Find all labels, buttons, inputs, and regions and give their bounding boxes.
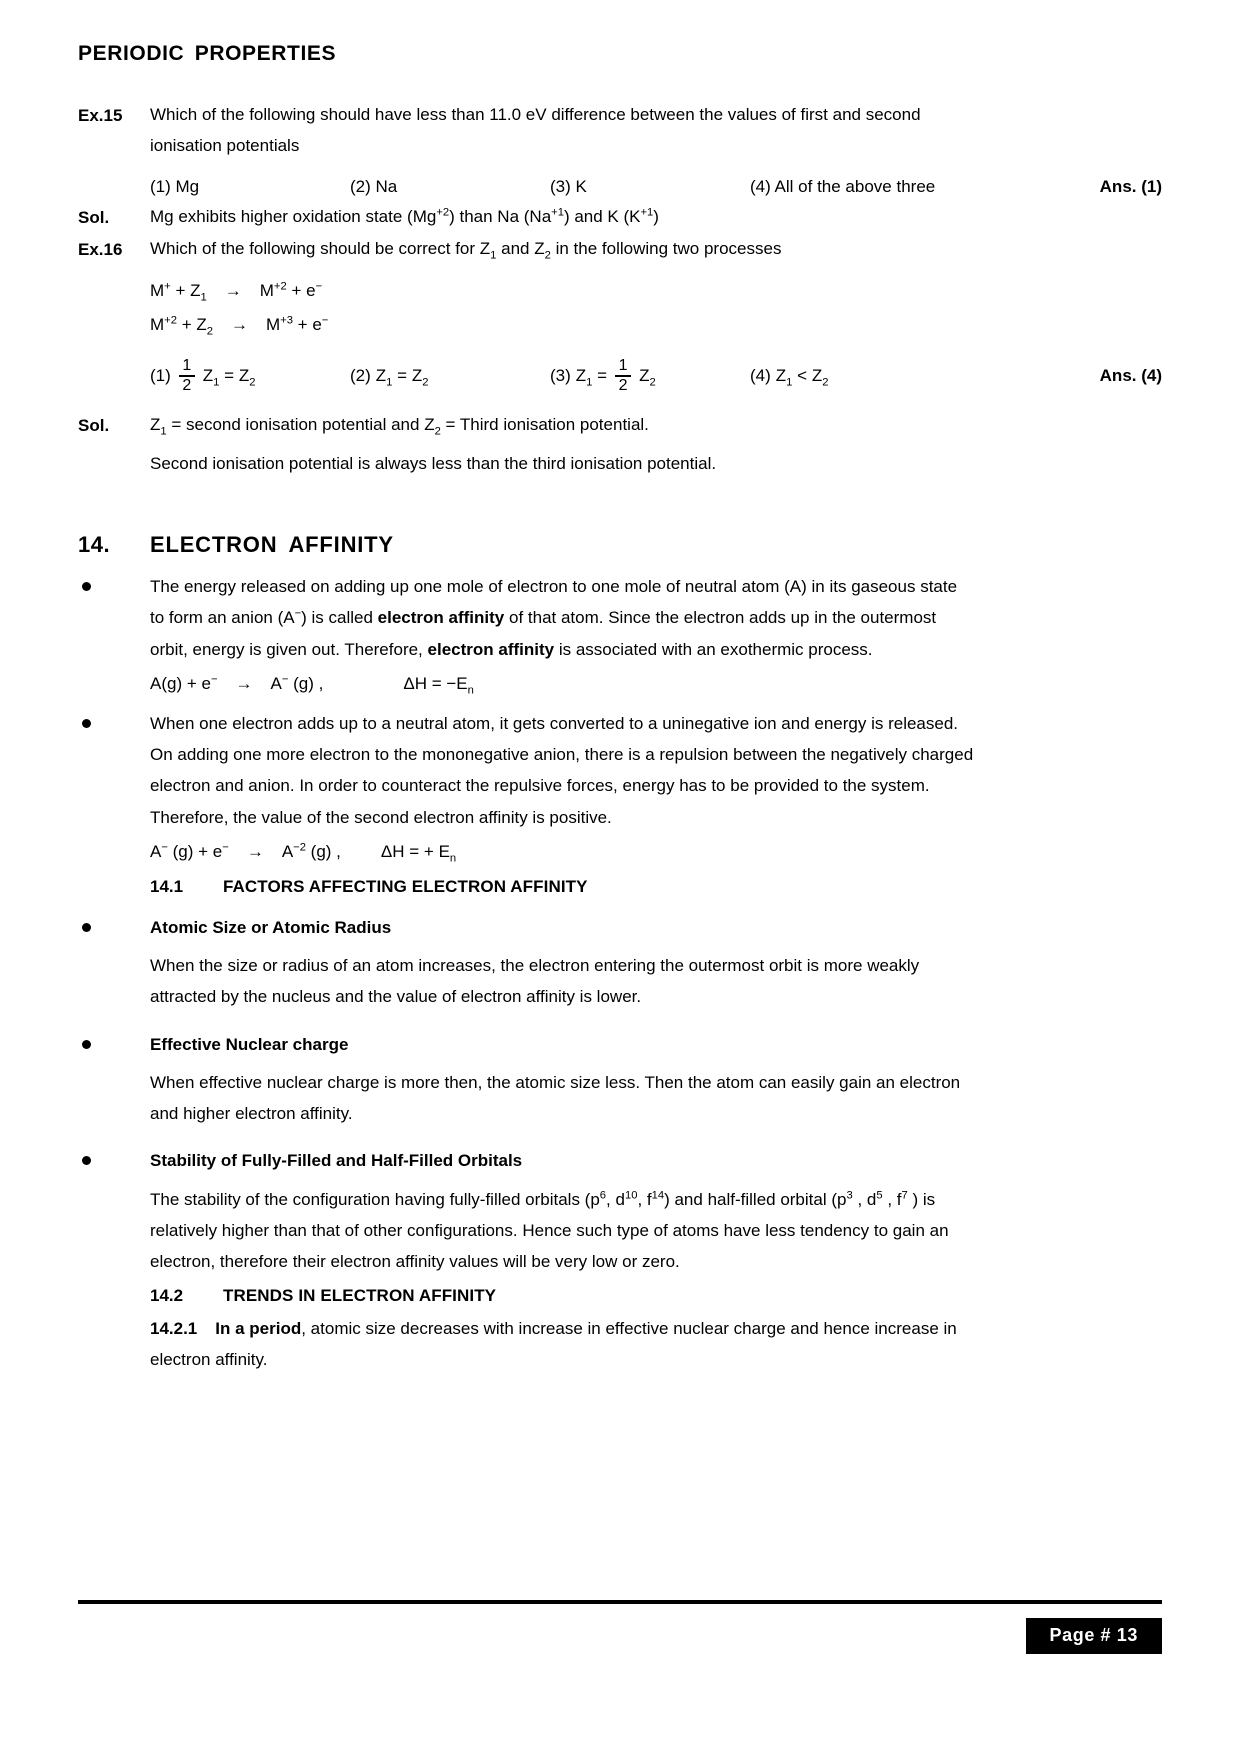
eq-charge: + [164,280,171,293]
eq-z-index: 1 [200,291,207,304]
solution-mid-2: ) and K (K [563,206,641,226]
eq-rhs: A [270,673,282,693]
page-number-badge: Page # 13 [1026,1618,1162,1654]
section-number: 14. [78,532,111,558]
bullet-marker [78,1146,150,1174]
trend-line-1 [150,1314,1162,1343]
factor-body-atomic-size [150,951,1162,1011]
bullet-item-stability [78,1146,1162,1175]
option-expression [376,361,429,390]
lhs-symbol: Z [202,366,214,386]
option-1[interactable] [150,358,350,394]
line3-end: is associated with an exothermic process. [554,639,873,659]
eq-product: M [265,315,281,335]
factor-heading: Atomic Size or Atomic Radius [150,917,392,937]
eq-arrow-icon: → [235,673,253,693]
factor-line-2: attracted by the nucleus and the value of electron affinity is lower. [150,987,642,1007]
spacer [78,701,1162,709]
solution-sup-3: +1 [640,206,654,219]
spacer [78,394,1162,410]
eq-rhs: A [281,841,294,861]
eq-lhs-charge-2: − [222,841,229,854]
factor-line-2: and higher electron affinity. [150,1104,353,1124]
ex15-options-row [150,172,1162,201]
stability-line-3: electron, therefore their electron affinity values will be very low or zero. [150,1251,680,1271]
subsection-14-2-1 [150,1314,1162,1374]
term-electron-affinity: electron affinity [427,639,555,659]
eq-plus: + Z [170,281,201,301]
eq-plus: + Z [176,315,207,335]
option-4[interactable] [750,361,828,390]
factor-heading: Effective Nuclear charge [150,1034,349,1054]
option-2[interactable]: (2) Na [350,177,398,197]
spacer [78,482,1162,516]
subsection-heading-14-1 [150,877,1162,897]
bullet-marker [78,709,150,737]
subsection-title: FACTORS AFFECTING ELECTRON AFFINITY [223,876,588,896]
bullet-line-1: When one electron adds up to a neutral atom, it gets converted to a uninegative ion and energy is released. [150,713,959,733]
factor-line-1: When the size or radius of an atom increases, the electron entering the outermost orbit is more weakly [150,956,920,976]
relation-symbol: = [224,366,235,386]
solution-tag: Sol. [78,415,110,435]
eq-species: M [150,315,165,335]
solution-mid: ) than Na (Na [449,206,552,226]
spacer [78,1060,1162,1068]
eq-arrow-icon: → [246,841,264,861]
solution-sub-1: 1 [160,425,167,438]
orbital-sup-f7: 7 [901,1188,908,1201]
orbital-sup-p3: 3 [846,1188,853,1201]
option-number: (3) [550,366,571,386]
bullet-marker [78,572,150,600]
question-sub-2: 2 [544,249,551,262]
footer-divider [78,1600,1162,1604]
lhs-symbol: Z [775,366,787,386]
s1-f: , f [882,1189,902,1209]
spacer [78,1014,1162,1030]
eq-product-charge: +3 [280,314,293,327]
eq-enthalpy: ΔH = + E [380,841,450,861]
orbital-sup-f14: 14 [651,1188,665,1201]
solution-sup-2: +1 [551,206,564,219]
lhs-symbol: Z [375,366,387,386]
eq-lhs-tail: (g) + e [167,841,223,861]
s1-d: ) and half-filled orbital (p [664,1189,847,1209]
fraction-numerator: 1 [182,357,192,375]
lhs-index: 1 [786,376,793,389]
relation-symbol: = [397,366,408,386]
eq-lhs-charge: − [161,841,168,854]
rhs-index: 2 [422,376,429,389]
eq-tail: + e [286,281,316,301]
bullet-marker [78,1030,150,1058]
fraction-denominator: 2 [618,376,628,394]
relation-symbol: = [597,366,608,386]
s1-a: The stability of the configuration having fully-filled orbitals (p [150,1189,600,1209]
trend-lead: In a period [215,1319,302,1339]
section-title: ELECTRON AFFINITY [150,532,394,558]
eq-charge: +2 [164,314,177,327]
subsection-number: 14.2 [150,1286,184,1306]
eq-rhs-charge: − [281,673,289,686]
solution-text [150,202,1162,231]
bullet-dot-icon [82,923,91,932]
rhs-symbol: Z [811,366,823,386]
option-number: (2) [350,366,371,386]
trend-line-2: electron affinity. [150,1350,268,1370]
eq-arrow-icon: → [230,315,248,335]
ex16-options-row [150,358,1162,394]
eq-tail-charge: − [321,314,329,327]
term-electron-affinity: electron affinity [377,608,505,628]
eq-lhs: A(g) + e [150,673,211,693]
eq-enthalpy-sub: n [467,684,474,697]
eq-lhs: A [150,841,162,861]
line2-end: of that atom. Since the electron adds up in the outermost [504,608,937,628]
option-expression-tail [639,361,656,390]
eq-enthalpy: ΔH = −E [403,673,468,693]
eq-z-index: 2 [206,325,213,338]
eq-rhs-tail: (g) , [288,673,324,693]
solution-pre: Mg exhibits higher oxidation state (Mg [150,206,437,226]
trend-rest: , atomic size decreases with increase in effective nuclear charge and hence increase in [301,1319,957,1339]
lhs-symbol: Z [575,366,587,386]
bullet-marker [78,913,150,941]
stability-line-1 [150,1185,1162,1214]
option-1[interactable]: (1) Mg [150,177,200,197]
spacer [78,869,1162,877]
s1-c: , f [637,1189,652,1209]
ex16-solution [78,410,1162,480]
eq-rhs-tail: (g) , [305,841,341,861]
bullet-line-3 [150,635,1160,664]
bullet-item-second-affinity [78,709,1162,834]
example-tag: Ex.16 [78,239,123,259]
line2-pre: to form an anion (A [150,608,295,628]
spacer [78,266,1162,274]
subsection-heading-14-2 [150,1286,1162,1306]
spacer [78,897,1162,913]
page-title: PERIODIC PROPERTIES [78,42,337,65]
option-number: (4) [750,366,771,386]
solution-pre: Z [150,414,161,434]
solution-sup-1: +2 [436,206,450,219]
factor-body-effective-nuclear-charge [150,1068,1162,1128]
orbital-sup-d5: 5 [876,1188,883,1201]
line2-mid: ) is called [301,608,378,628]
bullet-item-definition [78,572,1162,666]
spacer [78,1177,1162,1185]
example-tag: Ex.15 [78,106,123,125]
eq-rhs-charge: −2 [293,841,306,854]
anion-charge: − [294,607,302,620]
question-line-1: Which of the following should have less than 11.0 eV difference between the values of first and second [150,105,921,124]
orbital-sup-p6: 6 [599,1188,607,1201]
spacer [78,564,1162,572]
solution-end: = Third ionisation potential. [440,414,649,434]
solution-end: ) [653,206,659,226]
option-2[interactable] [350,361,550,390]
eq-tail-charge: − [315,280,323,293]
bullet-line-2: On adding one more electron to the mononegative anion, there is a repulsion between the negatively charged [150,745,974,765]
factor-heading: Stability of Fully-Filled and Half-Filled Orbitals [150,1151,523,1171]
example-question [150,100,1162,162]
stability-line-2: relatively higher than that of other configurations. Hence such type of atoms have less tendency to gain an [150,1220,949,1240]
option-expression [576,361,607,390]
option-expression [203,361,256,390]
ex16-equation-2 [150,308,1162,342]
spacer [78,164,1162,172]
bullet-dot-icon [82,719,91,728]
question-mid: and Z [496,238,545,258]
s1-b: , d [606,1189,625,1209]
question-line-2: ionisation potentials [150,136,300,156]
option-expression [776,361,829,390]
eq-tail: + e [292,315,322,335]
bullet-dot-icon [82,1040,91,1049]
question-pre: Which of the following should be correct for Z [150,238,491,258]
fraction-numerator: 1 [618,357,628,375]
fraction-one-half [179,358,195,394]
example-ex16 [78,234,1162,264]
option-3[interactable]: (3) K [550,177,587,197]
question-sub-1: 1 [490,249,497,262]
eq-arrow-icon: → [224,281,242,301]
spacer [78,1130,1162,1146]
eq-product: M [259,281,274,301]
spacer [78,943,1162,951]
bullet-dot-icon [82,1156,91,1165]
example-ex15 [78,100,1162,162]
option-number: (1) [150,366,171,386]
rhs-symbol: Z [238,366,250,386]
solution-line-2: Second ionisation potential is always less than the third ionisation potential. [150,454,717,473]
bullet-item-atomic-size [78,913,1162,942]
fraction-one-half [615,358,631,394]
solution-sub-2: 2 [434,425,441,438]
ex15-solution [78,202,1162,232]
relation-symbol: < [797,366,808,386]
spacer [150,441,1162,449]
solution-line-1 [150,410,1162,439]
rhs-index: 2 [249,376,256,389]
eq-lhs-charge: − [210,673,218,686]
bullet-dot-icon [82,582,91,591]
bullet-line-2 [150,603,1160,632]
option-3[interactable] [550,358,750,394]
bullet-text [150,709,1162,834]
equation-electron-affinity-1 [150,667,1162,701]
rhs-symbol: Z [639,366,650,386]
bullet-line-3: electron and anion. In order to counteract the repulsive forces, energy has to be provided to the system. [150,776,930,796]
s1-g: ) is [907,1189,936,1209]
section-heading-14 [78,532,1162,558]
rhs-index: 2 [822,376,829,389]
ex16-equation-1 [150,274,1162,308]
eq-product-charge: +2 [273,280,287,293]
lhs-index: 1 [586,376,593,389]
eq-species: M [150,281,165,301]
solution-text [150,410,1162,480]
s1-e: , d [852,1189,877,1209]
question-end: in the following two processes [550,238,782,258]
answer-badge: Ans. (1) [1099,177,1162,197]
bullet-line-4: Therefore, the value of the second electron affinity is positive. [150,807,612,827]
subsection-number: 14.2.1 [150,1319,198,1339]
orbital-sup-d10: 10 [624,1188,638,1201]
spacer [78,516,1162,532]
eq-enthalpy-sub: n [449,852,457,865]
rhs-symbol: Z [411,366,423,386]
subsection-number: 14.1 [150,876,184,896]
spacer [78,1306,1162,1314]
answer-badge: Ans. (4) [1099,366,1162,386]
example-question [150,234,1162,263]
solution-tag: Sol. [78,207,110,227]
lhs-index: 1 [213,376,220,389]
subsection-title: TRENDS IN ELECTRON AFFINITY [223,1286,497,1306]
line3-pre: orbit, energy is given out. Therefore, [150,639,428,659]
equation-electron-affinity-2 [150,835,1162,869]
factor-line-1: When effective nuclear charge is more then, the atomic size less. Then the atom can easily gain an electron [150,1072,961,1092]
page-footer [78,1600,1162,1645]
solution-mid: = second ionisation potential and Z [166,414,435,434]
bullet-line-1: The energy released on adding up one mole of electron to one mole of neutral atom (A) in its gaseous state [150,577,958,597]
spacer [78,342,1162,358]
lhs-index: 1 [386,376,393,389]
rhs-index: 2 [649,376,656,389]
factor-body-stability [150,1185,1162,1277]
bullet-text [150,572,1162,666]
spacer [78,1278,1162,1286]
fraction-denominator: 2 [182,376,192,394]
option-4[interactable]: (4) All of the above three [750,177,936,197]
bullet-item-effective-nuclear-charge [78,1030,1162,1059]
